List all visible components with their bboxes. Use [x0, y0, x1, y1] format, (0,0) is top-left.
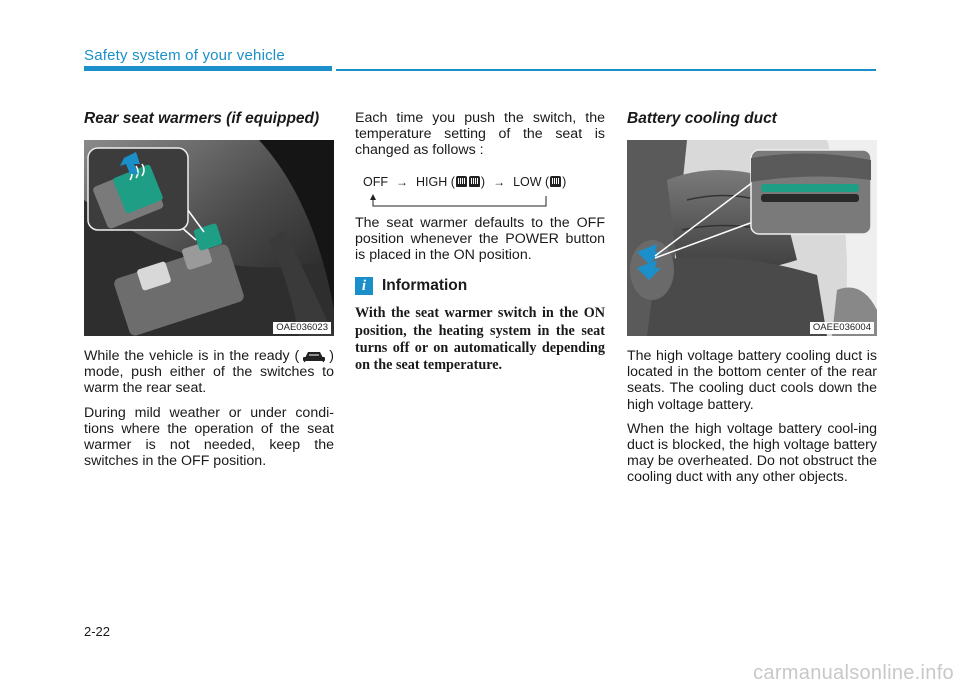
- mild-weather-paragraph: During mild weather or under condi-tions where the operation of the seat warmer is not needed, keep the switches in the OFF position.: [84, 404, 334, 470]
- information-heading: [355, 277, 605, 295]
- sequence-arrow: →: [396, 174, 408, 189]
- seat-heat-icon: [456, 176, 467, 187]
- cooling-duct-figure: [627, 140, 877, 336]
- sequence-off: OFF: [363, 174, 388, 189]
- information-body: With the seat warmer switch in the ON position, the heating system in the seat turns off or on automatically depending on the seat temperature.: [355, 305, 605, 374]
- header-title: Safety system of your vehicle: [84, 47, 285, 64]
- duct-location-paragraph: The high voltage battery cooling duct is located in the bottom center of the rear seats. The cooling duct cools down the high voltage battery.: [627, 348, 877, 413]
- information-icon: i: [355, 277, 373, 295]
- sequence-high-open: HIGH (: [416, 174, 455, 189]
- rear-seat-warmers-section: [84, 110, 334, 477]
- ready-mode-paragraph: [84, 348, 334, 397]
- sequence-high-close: ): [480, 174, 486, 189]
- section-heading: Battery cooling duct: [627, 110, 777, 127]
- header-rule-thin: [336, 69, 876, 71]
- ready-car-icon: [301, 348, 327, 364]
- temperature-sequence: [363, 167, 605, 211]
- switch-cycle-paragraph: Each time you push the switch, the temperature setting of the seat is changed as follows :: [355, 110, 605, 159]
- power-default-paragraph: The seat warmer defaults to the OFF position whenever the POWER button is placed in the ON position.: [355, 214, 605, 264]
- return-loop-arrow: [370, 194, 548, 208]
- information-title: Information: [382, 277, 468, 295]
- cooling-duct-illustration: [627, 140, 877, 336]
- figure-code: OAEE036004: [810, 322, 874, 334]
- figure-code: OAE036023: [273, 322, 331, 334]
- watermark: carmanualsonline.info: [753, 662, 954, 684]
- section-heading: Rear seat warmers (if equipped): [84, 110, 320, 127]
- battery-cooling-duct-section: [627, 110, 877, 494]
- seat-warmer-switch-figure: [84, 140, 334, 336]
- temperature-setting-section: [355, 110, 605, 375]
- seat-heat-icon: [550, 176, 561, 187]
- sequence-low-close: ): [562, 174, 567, 189]
- header-rule-thick: [84, 66, 332, 71]
- sequence-arrow: →: [493, 174, 506, 189]
- paragraph-text-start: While the vehicle is in the ready (: [84, 348, 300, 364]
- seat-warmer-switch-illustration: [84, 140, 334, 336]
- paragraph-text-end: ) mode, push either of the switches to warm the rear seat.: [84, 348, 334, 397]
- page-number: 2-22: [84, 624, 111, 639]
- duct-blocked-paragraph: When the high voltage battery cool-ing duct is blocked, the high voltage battery may be overheated. Do not obstruct the cooling duct with any other objects.: [627, 420, 877, 486]
- seat-heat-icon: [469, 176, 480, 187]
- sequence-low-open: LOW (: [513, 174, 550, 189]
